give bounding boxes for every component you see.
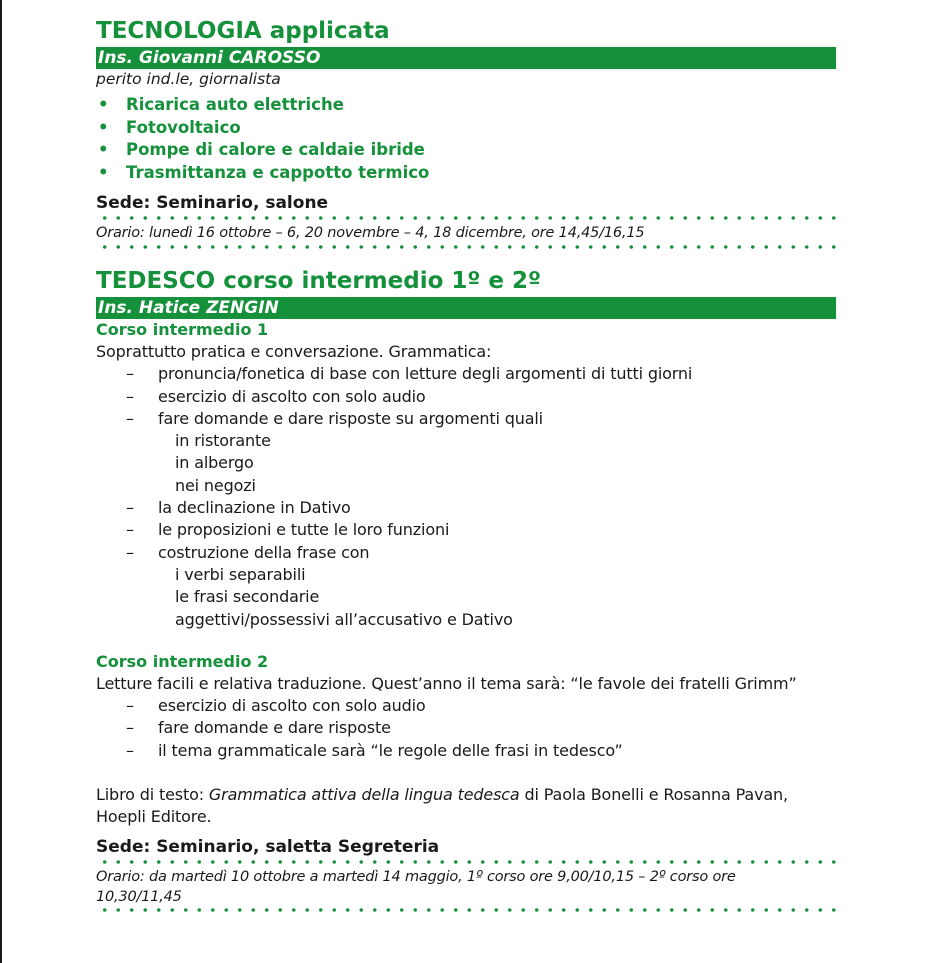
topic-label: Trasmittanza e cappotto termico [126,162,430,182]
list-item-text: esercizio di ascolto con solo audio [158,386,426,406]
dotted-divider [96,245,842,249]
topic-item [96,117,836,140]
tecnologia-topic-list [96,94,836,184]
corso-1-list-continued [96,497,836,564]
sub-item: in ristorante [175,431,271,451]
textbook-title: Grammatica attiva della lingua tedesca [208,785,520,805]
textbook-suffix: di Paola Bonelli e Rosanna Pavan, Hoepli Editore. [96,785,788,827]
list-item-text: le proposizioni e tutte le loro funzioni [158,520,450,540]
textbook-prefix: Libro di testo: [96,785,209,805]
list-item-text: fare domande e dare risposte su argomenti quali [158,408,543,428]
tecnologia-teacher-bar: Ins. Giovanni CAROSSO [96,47,836,69]
tecnologia-section [96,16,836,249]
textbook-note [96,784,841,829]
dash-icon: – [126,408,134,428]
topic-label: Ricarica auto elettriche [126,95,344,114]
list-item [96,408,836,430]
tecnologia-schedule: Orario: lunedì 16 ottobre – 6, 20 novembre – 4, 18 dicembre, ore 14,45/16,15 [96,225,645,241]
dash-icon: – [126,386,134,406]
dash-icon: – [126,542,134,562]
tedesco-section [96,266,836,912]
corso-2-intro: Letture facili e relativa traduzione. Quest’anno il tema sarà: “le favole dei fratelli Grimm” [96,673,797,693]
tedesco-schedule: Orario: da martedì 10 ottobre a martedì 14 maggio, 1º corso ore 9,00/10,15 – 2º corso ore 10,30/11,45 [96,868,736,905]
sub-item: i verbi separabili [175,564,306,584]
sub-item: in albergo [175,453,254,473]
bullet-icon: • [98,95,109,114]
list-item [96,386,836,408]
tedesco-teacher-bar: Ins. Hatice ZENGIN [96,297,836,319]
topic-item [96,162,836,185]
list-item-text: la declinazione in Dativo [158,498,351,518]
bullet-icon: • [98,117,109,137]
list-item [96,519,836,541]
list-item [96,740,836,762]
dotted-divider [96,908,842,912]
sub-item: aggettivi/possessivi all’accusativo e Dativo [175,609,513,629]
list-item-text: costruzione della frase con [158,542,370,562]
corso-2-heading: Corso intermedio 2 [96,651,269,671]
tedesco-title: TEDESCO corso intermedio 1º e 2º [96,268,541,294]
tecnologia-title: TECNOLOGIA applicata [96,18,390,44]
dash-icon: – [126,696,134,716]
dotted-divider [96,860,842,864]
list-item [96,363,836,385]
list-item [96,542,836,564]
dash-icon: – [126,718,134,738]
dash-icon: – [126,740,134,760]
bullet-icon: • [98,140,109,159]
dash-icon: – [126,364,134,384]
topic-label: Fotovoltaico [126,117,241,137]
dash-icon: – [126,520,134,540]
list-item [96,695,836,717]
tecnologia-venue: Sede: Seminario, salone [96,193,329,213]
tedesco-venue: Sede: Seminario, saletta Segreteria [96,836,440,857]
bullet-icon: • [98,162,109,182]
list-item [96,717,836,739]
list-item-text: fare domande e dare risposte [158,718,391,738]
list-item-text: pronuncia/fonetica di base con letture degli argomenti di tutti giorni [158,364,693,384]
sub-item: nei negozi [175,475,256,495]
dotted-divider [96,216,842,220]
tecnologia-teacher-subtitle: perito ind.le, giornalista [96,70,281,88]
list-item [96,497,836,519]
dash-icon: – [126,498,134,518]
corso-2-list [96,695,836,762]
topic-item [96,94,836,117]
topic-label: Pompe di calore e caldaie ibride [126,140,425,159]
page-left-border [0,0,2,963]
list-item-text: il tema grammaticale sarà “le regole delle frasi in tedesco” [158,740,623,760]
corso-1-heading: Corso intermedio 1 [96,320,269,339]
corso-1-intro: Soprattutto pratica e conversazione. Grammatica: [96,342,492,361]
sub-item: le frasi secondarie [175,587,320,607]
topic-item [96,139,836,162]
list-item-text: esercizio di ascolto con solo audio [158,696,426,716]
course-page [96,16,836,912]
corso-1-list [96,363,836,430]
